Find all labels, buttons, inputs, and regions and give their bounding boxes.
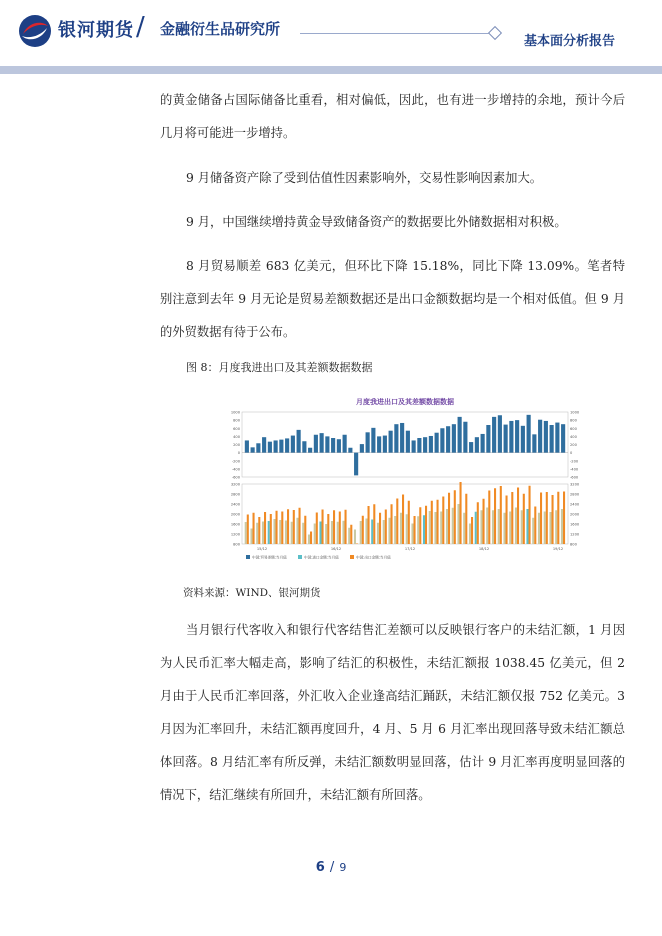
trade-balance-bar	[423, 437, 427, 452]
top-left-tick-label: 600	[233, 426, 240, 431]
import-bar	[268, 521, 270, 544]
top-right-tick-label: 600	[570, 426, 577, 431]
trade-balance-bar	[325, 436, 329, 452]
export-bar	[333, 510, 335, 544]
page-number	[0, 856, 662, 875]
import-bar	[475, 512, 477, 544]
import-bar	[440, 512, 442, 545]
import-bar	[331, 521, 333, 544]
trade-balance-bar	[251, 447, 255, 452]
bottom-left-tick-label: 2000	[230, 512, 240, 517]
import-bar	[365, 519, 367, 545]
top-left-tick-label: -400	[231, 467, 240, 472]
import-bar	[452, 508, 454, 544]
trade-balance-bar	[354, 453, 358, 476]
brand-name: 银河期货	[58, 20, 134, 41]
bottom-left-tick-label: 2400	[230, 502, 240, 507]
trade-balance-bar	[308, 448, 312, 453]
export-bar	[304, 516, 306, 544]
page-header	[0, 0, 662, 72]
bottom-right-tick-label: 800	[570, 542, 577, 547]
import-bar	[480, 510, 482, 544]
export-bar	[511, 492, 513, 544]
trade-balance-bar	[532, 434, 536, 452]
trade-balance-bar	[371, 428, 375, 453]
paragraph-3: 9 月，中国继续增持黄金导致储备资产的数据要比外储数据相对积极。	[186, 215, 567, 229]
trade-balance-bar	[343, 435, 347, 453]
bottom-right-tick-label: 3200	[570, 482, 580, 487]
trade-balance-bar	[274, 440, 278, 452]
export-bar	[500, 486, 502, 544]
import-bar	[377, 523, 379, 544]
page-total: 9	[339, 861, 347, 874]
export-bar	[356, 544, 358, 545]
page-current: 6	[315, 860, 325, 875]
header-divider: /	[136, 12, 145, 42]
x-tick-label: 16/12	[330, 547, 342, 551]
export-bar	[368, 506, 370, 544]
top-right-tick-label: 1000	[570, 410, 580, 415]
top-right-tick-label: -400	[570, 467, 579, 472]
export-bar	[270, 514, 272, 544]
import-bar	[354, 530, 356, 545]
trade-balance-bar	[256, 443, 260, 452]
x-tick-label: 19/12	[552, 547, 564, 551]
trade-balance-bar	[348, 448, 352, 453]
trade-balance-bar	[452, 424, 456, 452]
trade-balance-bar	[440, 428, 444, 452]
trade-balance-bar	[429, 436, 433, 453]
trade-balance-bar	[279, 440, 283, 453]
import-bar	[561, 509, 563, 544]
import-bar	[538, 513, 540, 544]
top-left-tick-label: 800	[233, 418, 240, 423]
export-bar	[437, 500, 439, 544]
export-bar	[247, 515, 249, 545]
import-bar	[492, 510, 494, 544]
import-bar	[302, 523, 304, 544]
import-bar	[360, 521, 362, 544]
export-bar	[419, 507, 421, 544]
trade-chart-svg	[222, 392, 588, 574]
top-left-tick-label: 1000	[230, 410, 240, 415]
top-left-tick-label: 400	[233, 434, 240, 439]
paragraph-1: 的黄金储备占国际储备比重看，相对偏低，因此，也有进一步增持的余地，预计今后几月将可能进一步增持。	[160, 93, 625, 140]
import-bar	[498, 509, 500, 544]
export-bar	[471, 517, 473, 544]
trade-balance-bar	[435, 433, 439, 453]
trade-balance-bar	[262, 437, 266, 452]
export-bar	[379, 513, 381, 544]
trade-balance-bar	[550, 425, 554, 453]
paragraph-2: 9 月储备资产除了受到估值性因素影响外，交易性影响因素加大。	[186, 171, 543, 185]
import-bar	[411, 524, 413, 545]
x-tick-label: 15/12	[256, 547, 268, 551]
export-bar	[253, 513, 255, 544]
diamond-icon	[488, 26, 502, 40]
export-bar	[552, 495, 554, 544]
report-type: 基本面分析报告	[524, 34, 616, 49]
import-bar	[250, 529, 252, 545]
export-bar	[534, 507, 536, 545]
export-bar	[523, 494, 525, 544]
export-bar	[310, 532, 312, 545]
import-bar	[532, 518, 534, 544]
trade-balance-bar	[268, 442, 272, 453]
trade-balance-bar	[475, 437, 479, 452]
import-bar	[325, 524, 327, 544]
import-bar	[256, 523, 258, 544]
page-separator: /	[329, 860, 335, 875]
export-bar	[460, 482, 462, 544]
trade-balance-bar	[320, 433, 324, 453]
import-bar	[314, 524, 316, 545]
header-rule	[300, 33, 495, 34]
bottom-left-tick-label: 3200	[230, 482, 240, 487]
import-bar	[457, 504, 459, 544]
import-bar	[463, 513, 465, 544]
bottom-left-tick-label: 2800	[230, 492, 240, 497]
import-bar	[388, 518, 390, 544]
paragraph-5: 当月银行代客收入和银行代客结售汇差额可以反映银行客户的未结汇额，1 月因为人民币汇率大幅走高，影响了结汇的积极性，未结汇额报 1038.45 亿美元，但 2 月由于人民币汇率回落，外汇收入企业逢高结汇踊跃，未结汇额仅报 752 亿美元。3 月因为汇率回升，未结汇额再度回升，4 月、5 月 6 月汇率出现回落导致未结汇额总体回落。8 月结汇率有所反弹，未结汇额数明显回落，估计 9 月汇率再度明显回落的情况下，结汇继续有所回升，未结汇额有所回落。	[160, 623, 625, 802]
export-bar	[431, 501, 433, 544]
export-bar	[396, 499, 398, 545]
export-bar	[425, 506, 427, 544]
trade-balance-bar	[331, 438, 335, 453]
import-bar	[245, 522, 247, 544]
import-bar	[429, 511, 431, 544]
top-right-tick-label: 400	[570, 434, 577, 439]
trade-balance-bar	[544, 421, 548, 453]
trade-balance-bar	[446, 426, 450, 452]
export-bar	[546, 492, 548, 544]
import-bar	[342, 521, 344, 544]
header-bar	[0, 66, 662, 74]
trade-balance-bar	[417, 438, 421, 453]
export-bar	[557, 492, 559, 544]
trade-balance-bar	[469, 442, 473, 453]
trade-balance-bar	[527, 415, 531, 453]
bottom-right-tick-label: 2000	[570, 512, 580, 517]
legend-label: 中国:贸易差额:当月值	[252, 555, 287, 560]
export-bar	[454, 490, 456, 544]
import-bar	[262, 522, 264, 545]
import-bar	[394, 516, 396, 544]
trade-balance-bar	[297, 430, 301, 453]
export-bar	[414, 516, 416, 544]
export-bar	[345, 510, 347, 544]
bottom-left-tick-label: 1200	[230, 532, 240, 537]
export-bar	[408, 501, 410, 544]
import-bar	[423, 515, 425, 544]
bottom-right-tick-label: 2400	[570, 502, 580, 507]
top-left-tick-label: 0	[237, 451, 240, 456]
figure-source: 资料来源：WIND、银河期货	[183, 587, 321, 599]
import-bar	[509, 512, 511, 545]
export-bar	[339, 512, 341, 545]
import-bar	[544, 512, 546, 545]
export-bar	[258, 517, 260, 544]
trade-balance-bar	[492, 417, 496, 453]
top-right-tick-label: 200	[570, 443, 577, 447]
import-bar	[515, 508, 517, 545]
legend-swatch	[350, 555, 354, 559]
export-bar	[517, 488, 519, 545]
trade-balance-bar	[366, 432, 370, 452]
import-bar	[273, 519, 275, 544]
trade-balance-bar	[498, 415, 502, 452]
trade-balance-bar	[285, 438, 289, 452]
top-left-tick-label: -200	[231, 459, 240, 464]
trade-balance-bar	[302, 441, 306, 452]
top-right-tick-label: 0	[570, 451, 573, 456]
bottom-left-tick-label: 1600	[230, 522, 240, 527]
import-bar	[279, 520, 281, 544]
import-bar	[549, 512, 551, 544]
export-bar	[494, 488, 496, 544]
import-bar	[486, 508, 488, 545]
chart-title: 月度我进出口及其差额数据数据	[356, 398, 454, 406]
trade-chart	[222, 392, 588, 574]
export-bar	[442, 497, 444, 545]
trade-balance-bar	[412, 440, 416, 452]
trade-balance-bar	[538, 420, 542, 453]
top-right-tick-label: 800	[570, 418, 577, 423]
import-bar	[383, 520, 385, 544]
export-bar	[322, 510, 324, 545]
x-tick-label: 17/12	[404, 547, 416, 551]
trade-balance-bar	[337, 439, 341, 452]
export-bar	[362, 516, 364, 544]
export-bar	[477, 502, 479, 544]
trade-balance-bar	[555, 423, 559, 453]
trade-balance-bar	[383, 436, 387, 453]
trade-balance-bar	[458, 417, 462, 453]
import-bar	[308, 535, 310, 545]
top-left-tick-label: -600	[231, 475, 240, 480]
bottom-right-tick-label: 1600	[570, 522, 580, 527]
import-bar	[319, 522, 321, 545]
legend-swatch	[246, 555, 250, 559]
export-bar	[287, 509, 289, 544]
export-bar	[299, 508, 301, 544]
import-bar	[417, 516, 419, 544]
import-bar	[469, 524, 471, 545]
import-bar	[400, 513, 402, 544]
export-bar	[373, 504, 375, 544]
x-tick-label: 18/12	[478, 547, 490, 551]
import-bar	[521, 510, 523, 544]
trade-balance-bar	[561, 424, 565, 452]
export-bar	[529, 486, 531, 544]
trade-balance-bar	[291, 436, 295, 453]
trade-balance-bar	[486, 425, 490, 453]
legend-label: 中国:出口金额:当月值	[356, 555, 391, 560]
export-bar	[385, 510, 387, 545]
import-bar	[285, 521, 287, 545]
export-bar	[276, 511, 278, 544]
export-bar	[293, 510, 295, 544]
trade-balance-bar	[377, 436, 381, 452]
import-bar	[371, 520, 373, 545]
import-bar	[406, 514, 408, 544]
import-bar	[526, 509, 528, 544]
import-bar	[446, 509, 448, 544]
trade-balance-bar	[360, 444, 364, 453]
bottom-right-tick-label: 2800	[570, 492, 580, 497]
bottom-right-tick-label: 1200	[570, 532, 580, 537]
trade-balance-bar	[521, 426, 525, 453]
export-bar	[264, 512, 266, 544]
trade-balance-bar	[394, 424, 398, 452]
trade-balance-bar	[481, 434, 485, 453]
export-bar	[316, 513, 318, 545]
export-bar	[540, 493, 542, 545]
galaxy-futures-logo-icon	[18, 14, 52, 48]
import-bar	[296, 518, 298, 544]
import-bar	[503, 513, 505, 544]
export-bar	[327, 514, 329, 544]
top-right-tick-label: -200	[570, 459, 579, 464]
legend-swatch	[298, 555, 302, 559]
legend-label: 中国:进口金额:当月值	[304, 555, 339, 560]
trade-balance-bar	[314, 435, 318, 453]
figure-caption: 图 8：月度我进出口及其差额数据数据	[186, 361, 373, 374]
trade-balance-bar	[400, 423, 404, 453]
export-bar	[506, 496, 508, 545]
import-bar	[434, 512, 436, 544]
trade-balance-bar	[515, 420, 519, 453]
export-bar	[391, 504, 393, 544]
trade-balance-bar	[463, 422, 467, 453]
import-bar	[291, 522, 293, 544]
export-bar	[488, 491, 490, 545]
export-bar	[402, 495, 404, 545]
trade-balance-bar	[389, 431, 393, 453]
import-bar	[337, 522, 339, 544]
export-bar	[563, 492, 565, 545]
bottom-left-tick-label: 800	[233, 542, 240, 547]
export-bar	[465, 494, 467, 544]
export-bar	[483, 499, 485, 544]
trade-balance-bar	[504, 425, 508, 453]
export-bar	[281, 512, 283, 545]
trade-balance-bar	[406, 431, 410, 453]
paragraph-4: 8 月贸易顺差 683 亿美元，但环比下降 15.18%，同比下降 13.09%。笔者特别注意到去年 9 月无论是贸易差额数据还是出口金额数据均是一个相对低值。但 9 月的外贸数据有待于公布。	[160, 259, 625, 339]
top-right-tick-label: -600	[570, 475, 579, 480]
top-left-tick-label: 200	[233, 443, 240, 447]
institute-name: 金融衍生品研究所	[160, 20, 281, 38]
import-bar	[348, 528, 350, 544]
export-bar	[448, 493, 450, 544]
export-bar	[350, 525, 352, 544]
trade-balance-bar	[509, 421, 513, 453]
import-bar	[555, 510, 557, 544]
trade-balance-bar	[245, 440, 249, 452]
